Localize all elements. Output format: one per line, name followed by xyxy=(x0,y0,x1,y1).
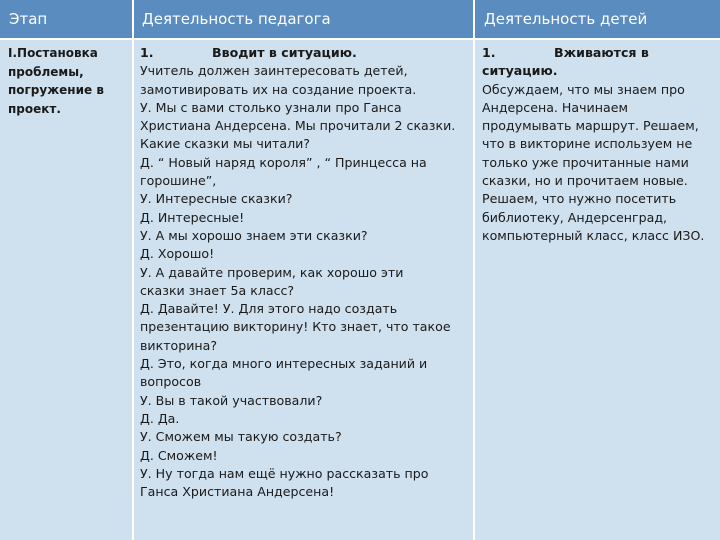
children-line: продумывать маршрут. Решаем, xyxy=(482,118,699,134)
stage-line: I.Постановка xyxy=(8,46,98,60)
teacher-heading xyxy=(140,44,468,62)
teacher-line: викторина? xyxy=(140,337,218,353)
header-divider xyxy=(0,38,720,40)
teacher-line: вопросов xyxy=(140,374,202,390)
stage-line: проект. xyxy=(8,101,61,116)
teacher-line: У. А давайте проверим, как хорошо эти xyxy=(140,264,404,280)
teacher-line: замотивировать их на создание проекта. xyxy=(140,81,417,97)
children-line: Решаем, что нужно посетить xyxy=(482,191,677,207)
children-line: только уже прочитанные нами xyxy=(482,154,689,170)
teacher-line: Ганса Христиана Андерсена! xyxy=(140,484,335,500)
children-line: Андерсена. Начинаем xyxy=(482,99,628,115)
teacher-heading-text: Вводит в ситуацию. xyxy=(212,45,357,60)
teacher-activity-cell xyxy=(140,44,468,501)
children-line: Обсуждаем, что мы знаем про xyxy=(482,81,685,97)
teacher-line: горошине”, xyxy=(140,173,217,189)
teacher-line: У. Ну тогда нам ещё нужно рассказать про xyxy=(140,465,429,481)
teacher-line: сказки знает 5а класс? xyxy=(140,282,295,298)
teacher-line: У. А мы хорошо знаем эти сказки? xyxy=(140,227,368,243)
teacher-line: У. Интересные сказки? xyxy=(140,191,293,207)
teacher-line: Д. Давайте! У. Для этого надо создать xyxy=(140,301,398,317)
column-divider-2 xyxy=(473,0,475,540)
teacher-line: Д. Хорошо! xyxy=(140,246,215,262)
teacher-line: Какие сказки мы читали? xyxy=(140,136,310,152)
header-teacher-activity: Деятельность педагога xyxy=(142,10,331,28)
teacher-line: У. Вы в такой участвовали? xyxy=(140,392,323,408)
teacher-line: Христиана Андерсена. Мы прочитали 2 сказки. xyxy=(140,118,456,134)
children-heading-text: Вживаются в xyxy=(554,45,649,60)
teacher-line: Д. “ Новый наряд короля” , “ Принцесса на xyxy=(140,154,427,170)
children-line: компьютерный класс, класс ИЗО. xyxy=(482,227,705,243)
teacher-line: Д. Это, когда много интересных заданий и xyxy=(140,356,428,372)
children-activity-cell xyxy=(482,44,718,245)
teacher-line: У. Сможем мы такую создать? xyxy=(140,429,342,445)
teacher-line: Д. Сможем! xyxy=(140,447,218,463)
children-heading-number: 1. xyxy=(482,45,496,60)
stage-line: проблемы, xyxy=(8,64,84,79)
teacher-line: Учитель должен заинтересовать детей, xyxy=(140,63,408,79)
teacher-line: Д. Да. xyxy=(140,410,180,426)
teacher-line: У. Мы с вами столько узнали про Ганса xyxy=(140,99,402,115)
teacher-line: Д. Интересные! xyxy=(140,209,245,225)
children-heading xyxy=(482,44,718,62)
teacher-line: презентацию викторину! Кто знает, что такое xyxy=(140,319,451,335)
children-heading-continued: ситуацию. xyxy=(482,63,558,79)
header-children-activity: Деятельность детей xyxy=(484,10,648,28)
stage-cell xyxy=(8,44,133,118)
children-line: библиотеку, Андерсенград, xyxy=(482,209,668,225)
children-line: сказки, но и прочитаем новые. xyxy=(482,173,688,189)
teacher-heading-number: 1. xyxy=(140,45,154,60)
stage-line: погружение в xyxy=(8,83,104,98)
children-line: что в викторине используем не xyxy=(482,136,693,152)
header-stage: Этап xyxy=(9,10,48,28)
